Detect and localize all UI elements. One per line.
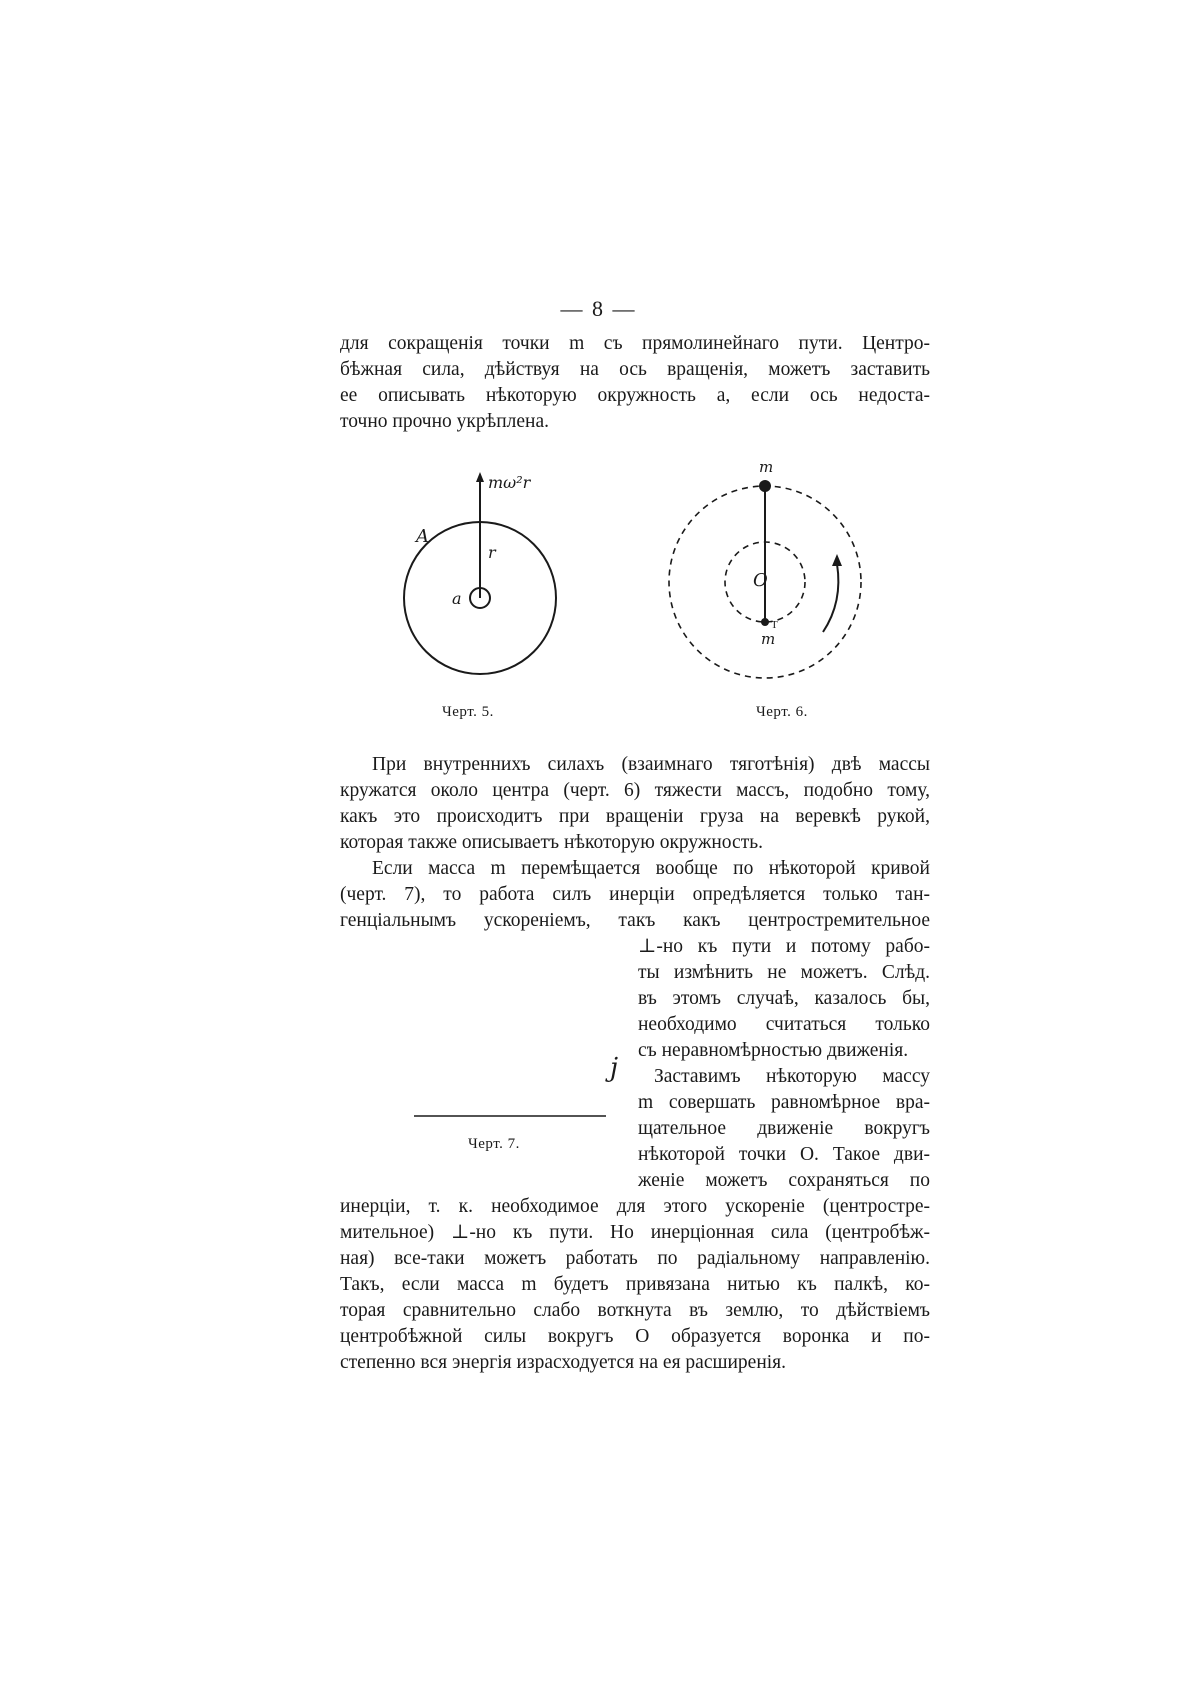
page-number: — 8 —	[560, 296, 637, 321]
text-line: Такъ, если масса m будетъ привязана нитью къ палкѣ, ко-	[340, 1274, 930, 1295]
text-line: какъ это происходитъ при вращеніи груза на веревкѣ рукой,	[340, 806, 930, 827]
text-line: для сокращенія точки m съ прямолинейнаго пути. Центро-	[340, 333, 930, 354]
text-line: центробѣжной силы вокругъ O образуется воронка и по-	[340, 1326, 930, 1347]
paragraph-4-narrow	[638, 1064, 930, 1194]
paragraph-3-narrow	[638, 934, 930, 1064]
figure-5-diagram	[380, 468, 620, 708]
label-top-mass: m	[759, 458, 774, 476]
figure-5-caption: Черт. 5.	[442, 704, 494, 720]
text-line: ты измѣнить не можетъ. Слѣд.	[638, 962, 930, 983]
rotation-arrow-head	[832, 554, 842, 566]
text-line: въ этомъ случаѣ, казалось бы,	[638, 988, 930, 1009]
text-line: бѣжная сила, дѣйствуя на ось вращенія, можетъ заставить	[340, 359, 930, 380]
text-line: При внутреннихъ силахъ (взаимнаго тяготѣнія) двѣ массы	[372, 754, 930, 775]
label-center: O	[753, 570, 768, 591]
text-line: торая сравнительно слабо воткнута въ землю, то дѣйствіемъ	[340, 1300, 930, 1321]
label-radius: r	[488, 543, 496, 562]
arrow-head	[476, 472, 484, 482]
text-line: мительное) ⊥-но къ пути. Но инерціонная сила (центробѣж-	[340, 1222, 930, 1243]
text-line: инерціи, т. к. необходимое для этого ускореніе (центростре-	[340, 1196, 930, 1217]
figure-5-drawing	[404, 472, 556, 674]
text-line: необходимо считаться только	[638, 1014, 930, 1035]
figure-7-caption: Черт. 7.	[468, 1136, 520, 1152]
text-line: ная) все-таки можетъ работать по радіальному направленію.	[340, 1248, 930, 1269]
paragraph-1	[340, 331, 930, 435]
text-line: женіе можетъ сохраняться по	[638, 1170, 930, 1191]
text-line: нѣкоторой точки O. Такое дви-	[638, 1144, 930, 1165]
label-bottom-point: T	[771, 619, 778, 631]
figure-6-caption: Черт. 6.	[756, 704, 808, 720]
text-line: ее описывать нѣкоторую окружность a, если ось недоста-	[340, 385, 930, 406]
paragraph-4-full	[340, 1194, 930, 1376]
text-line: которая также описываетъ нѣкоторую окружность.	[340, 832, 763, 853]
bottom-mass-dot	[761, 618, 769, 626]
text-line: степенно вся энергія израсходуется на ея расширенія.	[340, 1352, 787, 1373]
text-line: ⊥-но къ пути и потому рабо-	[638, 936, 930, 957]
paragraph-3-full	[340, 856, 930, 934]
label-bottom-mass: m	[761, 630, 776, 648]
text-line: точно прочно укрѣплена.	[340, 411, 550, 432]
figure-7-diagram	[410, 1040, 670, 1180]
text-line: щательное движеніе вокругъ	[638, 1118, 930, 1139]
text-line: m совершать равномѣрное вра-	[638, 1092, 930, 1113]
text-line: генціальнымъ ускореніемъ, такъ какъ центростремительное	[340, 910, 930, 931]
paragraph-2	[340, 752, 930, 856]
rotation-arrow	[823, 564, 838, 632]
text-line: Если масса m перемѣщается вообще по нѣкоторой кривой	[372, 858, 930, 879]
label-circle-a: A	[416, 526, 429, 547]
top-mass-dot	[759, 480, 771, 492]
label-figure-7-j: j	[610, 1053, 619, 1083]
text-line: кружатся около центра (черт. 6) тяжести массъ, подобно тому,	[340, 780, 930, 801]
text-line: съ неравномѣрностью движенія.	[638, 1040, 909, 1061]
figure-6-diagram	[655, 454, 885, 694]
label-axis: a	[452, 589, 462, 608]
text-line: (черт. 7), то работа силъ инерціи опредѣляется только тан-	[340, 884, 930, 905]
label-force: mω²r	[488, 473, 531, 492]
text-line: Заставимъ нѣкоторую массу	[654, 1066, 930, 1087]
